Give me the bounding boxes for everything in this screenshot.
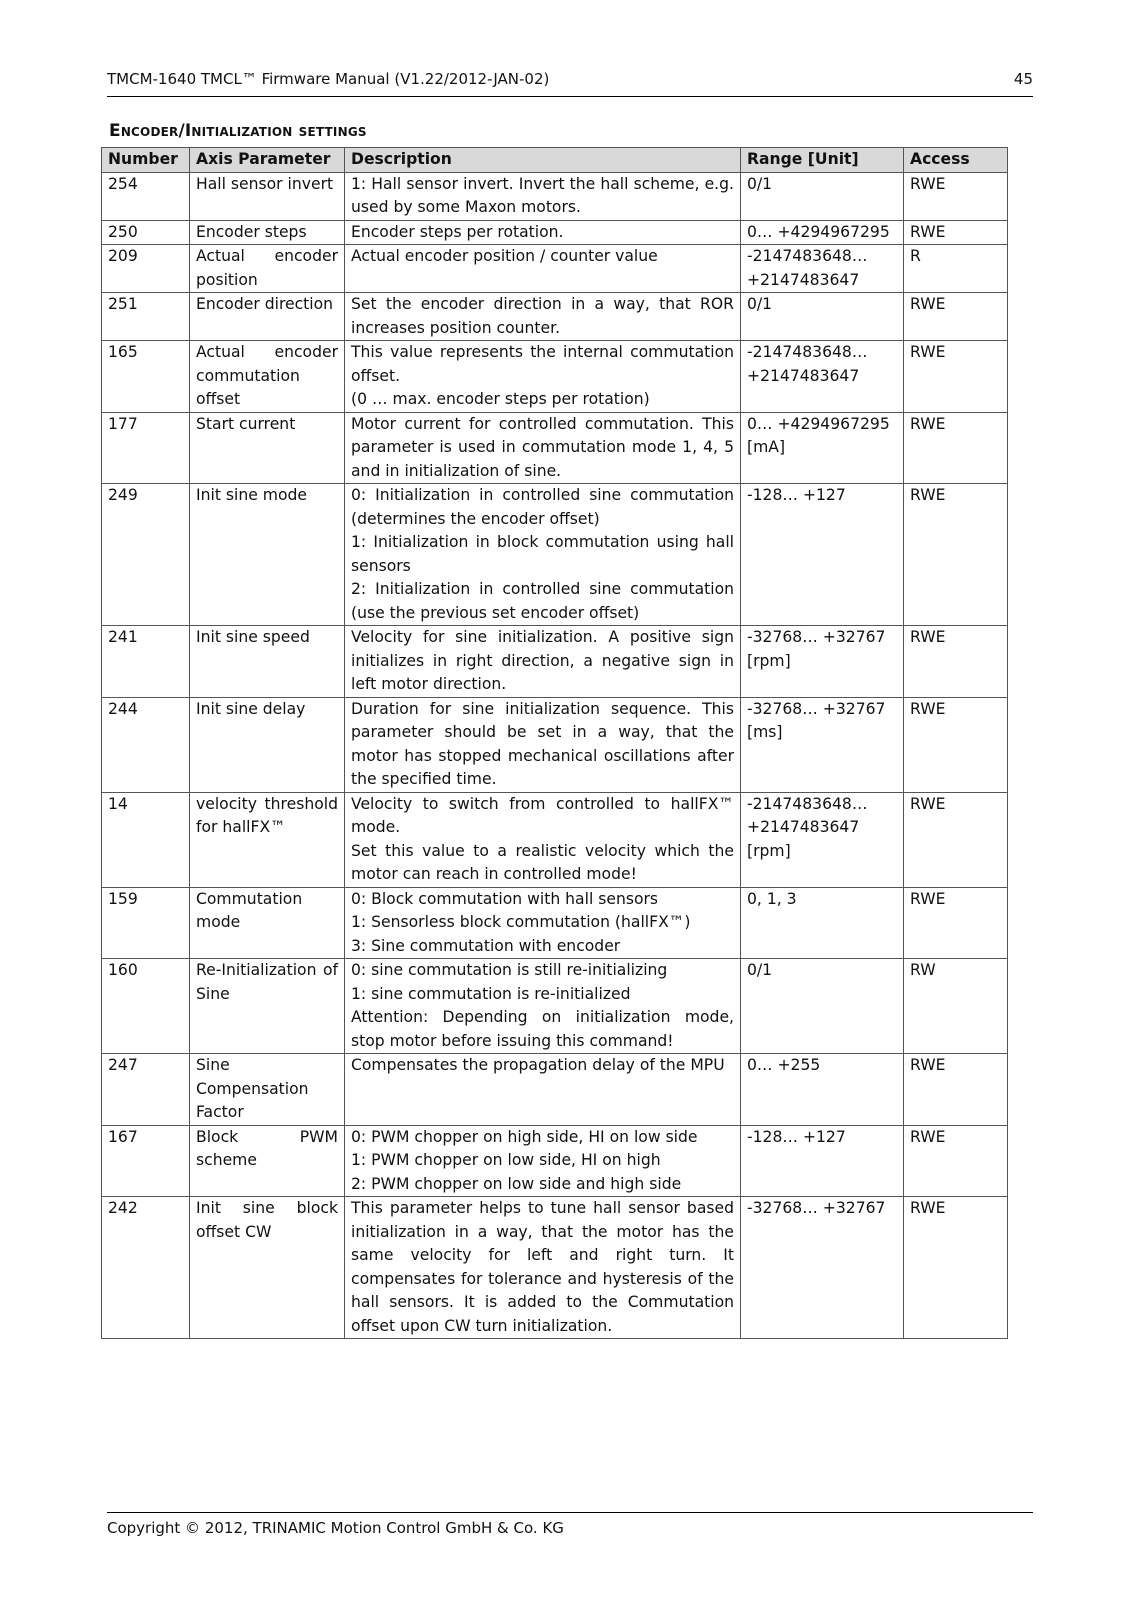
range-line: -2147483648… [747,794,868,813]
description-line: 2: PWM chopper on low side and high side [351,1174,682,1193]
axis-parameter-name: Encoder direction [196,295,334,313]
description-cell [345,293,741,341]
table-row [102,1125,1008,1197]
range-cell [741,293,904,341]
axis-parameter-name: Init sine delay [196,699,306,718]
axis-parameter-cell [190,341,345,413]
description-line: Set the encoder direction in a way, that ROR increases position counter. [351,295,734,337]
description-cell [345,172,741,220]
parameter-number-cell: 160 [102,959,190,1054]
axis-parameter-cell [190,697,345,792]
description-line: 0: PWM chopper on high side, HI on low side [351,1127,698,1146]
access-cell: RWE [904,293,1008,341]
axis-parameter-name: Commutation mode [196,889,303,931]
axis-parameter-cell [190,1054,345,1126]
range-cell [741,959,904,1054]
parameter-number-cell: 254 [102,172,190,220]
description-line: 1: Initialization in block commutation using hall sensors [351,533,734,575]
axis-parameter-cell [190,1125,345,1197]
range-line: +2147483647 [747,366,860,385]
table-row [102,484,1008,626]
description-cell [345,959,741,1054]
axis-parameter-cell [190,626,345,698]
range-line: -32768… +32767 [747,628,886,646]
range-line: -2147483648… [747,247,868,265]
axis-parameter-cell [190,220,345,245]
range-cell [741,412,904,484]
description-line: 1: Sensorless block commutation (hallFX™) [351,913,691,931]
description-cell [345,887,741,959]
parameter-number-cell: 14 [102,792,190,887]
column-header-description: Description [345,148,741,173]
axis-parameter-cell [190,1197,345,1339]
axis-parameter-cell [190,245,345,293]
description-line: 2: Initialization in controlled sine commutation (use the previous set encoder offset) [351,580,734,622]
range-line: -32768… +32767 [747,699,886,718]
axis-parameter-cell [190,412,345,484]
range-line: -128… +127 [747,1127,846,1146]
axis-parameter-name: Re-Initialization of Sine [196,961,338,1003]
range-cell [741,220,904,245]
axis-parameter-name: Start current [196,414,296,433]
axis-parameter-name: velocity threshold for hallFX™ [196,794,338,836]
access-cell: RWE [904,697,1008,792]
parameter-number-cell: 251 [102,293,190,341]
description-line: Attention: Depending on initialization mode, stop motor before issuing this command! [351,1008,734,1050]
axis-parameter-name: Actual encoder position [196,247,338,289]
axis-parameter-name: Init sine mode [196,486,307,504]
table-row [102,697,1008,792]
description-line: Compensates the propagation delay of the MPU [351,1056,725,1074]
parameter-number-cell: 247 [102,1054,190,1126]
description-cell [345,1197,741,1339]
axis-parameter-name: Block PWM scheme [196,1127,338,1169]
parameter-number-cell: 241 [102,626,190,698]
page-footer [107,1512,1033,1537]
parameter-number-cell: 249 [102,484,190,626]
section-heading: Encoder/Initialization settings [109,121,367,141]
description-line: This parameter helps to tune hall sensor based initialization in a way, that the motor has the same velocity for left and right turn. It compensates for tolerance and hysteresis of the hall sensors. It is added to the Commutation offset upon CW turn initialization. [351,1199,734,1335]
access-cell: RW [904,959,1008,1054]
description-line: Actual encoder position / counter value [351,247,658,265]
range-line: +2147483647 [747,270,860,289]
table-header-row [102,148,1008,173]
column-header-number: Number [102,148,190,173]
range-cell [741,887,904,959]
description-cell [345,341,741,413]
description-line: This value represents the internal commutation offset. [351,343,734,385]
range-line: 0/1 [747,174,773,193]
axis-parameter-name: Hall sensor invert [196,174,334,193]
range-line: [ms] [747,723,783,741]
range-line: +2147483647 [747,818,860,836]
description-line: Encoder steps per rotation. [351,222,564,241]
range-line: 0… +4294967295 [747,414,890,433]
range-line: [rpm] [747,651,791,670]
range-line: 0… +4294967295 [747,222,890,241]
table-row [102,1054,1008,1126]
table-row [102,1197,1008,1339]
axis-parameter-cell [190,484,345,626]
parameter-table [101,147,1008,1339]
document-title: TMCM-1640 TMCL™ Firmware Manual (V1.22/2012-JAN-02) [107,70,550,88]
access-cell: RWE [904,887,1008,959]
parameter-number-cell: 209 [102,245,190,293]
description-line: 1: Hall sensor invert. Invert the hall scheme, e.g. used by some Maxon motors. [351,174,734,216]
description-cell [345,220,741,245]
description-cell [345,484,741,626]
range-cell [741,792,904,887]
description-cell [345,792,741,887]
column-header-axis-parameter: Axis Parameter [190,148,345,173]
table-body [102,172,1008,1339]
parameter-number-cell: 167 [102,1125,190,1197]
range-line: -2147483648… [747,343,868,361]
access-cell: RWE [904,792,1008,887]
range-line: -128… +127 [747,486,846,504]
range-line: 0, 1, 3 [747,889,797,908]
parameter-number-cell: 244 [102,697,190,792]
axis-parameter-name: Sine Compensation Factor [196,1056,309,1121]
description-cell [345,412,741,484]
table-row [102,172,1008,220]
range-cell [741,1197,904,1339]
axis-parameter-name: Init sine speed [196,628,310,646]
description-line: Set this value to a realistic velocity which the motor can reach in controlled mode! [351,841,734,883]
table-row [102,341,1008,413]
table-row [102,245,1008,293]
table-row [102,959,1008,1054]
axis-parameter-cell [190,959,345,1054]
table-row [102,220,1008,245]
description-line: Velocity for sine initialization. A positive sign initializes in right direction, a negative sign in left motor direction. [351,628,734,693]
range-cell [741,626,904,698]
axis-parameter-name: Init sine block offset CW [196,1199,338,1241]
description-cell [345,1125,741,1197]
axis-parameter-name: Encoder steps [196,222,307,241]
access-cell: RWE [904,341,1008,413]
table-row [102,412,1008,484]
table-row [102,626,1008,698]
axis-parameter-cell [190,792,345,887]
access-cell: RWE [904,172,1008,220]
range-cell [741,172,904,220]
range-cell [741,1125,904,1197]
description-line: (0 … max. encoder steps per rotation) [351,390,650,408]
axis-parameter-name: Actual encoder commutation offset [196,343,338,408]
access-cell: RWE [904,1197,1008,1339]
column-header-range: Range [Unit] [741,148,904,173]
axis-parameter-cell [190,887,345,959]
description-line: Duration for sine initialization sequence. This parameter should be set in a way, that the motor has stopped mechanical oscillations after the specified time. [351,699,734,788]
access-cell: RWE [904,626,1008,698]
range-line: [rpm] [747,841,791,860]
range-line: 0… +255 [747,1056,821,1074]
access-cell: RWE [904,1125,1008,1197]
parameter-number-cell: 165 [102,341,190,413]
parameter-number-cell: 242 [102,1197,190,1339]
description-cell [345,1054,741,1126]
range-line: -32768… +32767 [747,1199,886,1217]
parameter-number-cell: 177 [102,412,190,484]
description-line: 1: PWM chopper on low side, HI on high [351,1151,661,1169]
range-line: [mA] [747,438,786,456]
range-line: 0/1 [747,961,773,979]
description-cell [345,245,741,293]
range-cell [741,484,904,626]
range-cell [741,341,904,413]
description-line: 0: Initialization in controlled sine commutation (determines the encoder offset) [351,486,734,528]
access-cell: RWE [904,412,1008,484]
page-number: 45 [1013,70,1033,88]
parameter-number-cell: 159 [102,887,190,959]
range-cell [741,245,904,293]
range-cell [741,697,904,792]
axis-parameter-cell [190,172,345,220]
column-header-access: Access [904,148,1008,173]
description-line: 0: sine commutation is still re-initializing [351,961,668,979]
access-cell: RWE [904,484,1008,626]
range-line: 0/1 [747,295,773,313]
description-cell [345,626,741,698]
description-line: Velocity to switch from controlled to hallFX™ mode. [351,794,734,836]
description-cell [345,697,741,792]
parameter-number-cell: 250 [102,220,190,245]
table-row [102,792,1008,887]
access-cell: RWE [904,220,1008,245]
table-row [102,887,1008,959]
access-cell: RWE [904,1054,1008,1126]
description-line: Motor current for controlled commutation. This parameter is used in commutation mode 1, 4, 5 and in initialization of sine. [351,414,734,480]
access-cell: R [904,245,1008,293]
page-header [107,70,1033,97]
description-line: 1: sine commutation is re-initialized [351,984,631,1003]
table-row [102,293,1008,341]
description-line: 0: Block commutation with hall sensors [351,889,659,908]
axis-parameter-cell [190,293,345,341]
range-cell [741,1054,904,1126]
copyright-text: Copyright © 2012, TRINAMIC Motion Control GmbH & Co. KG [107,1519,564,1537]
description-line: 3: Sine commutation with encoder [351,936,621,955]
